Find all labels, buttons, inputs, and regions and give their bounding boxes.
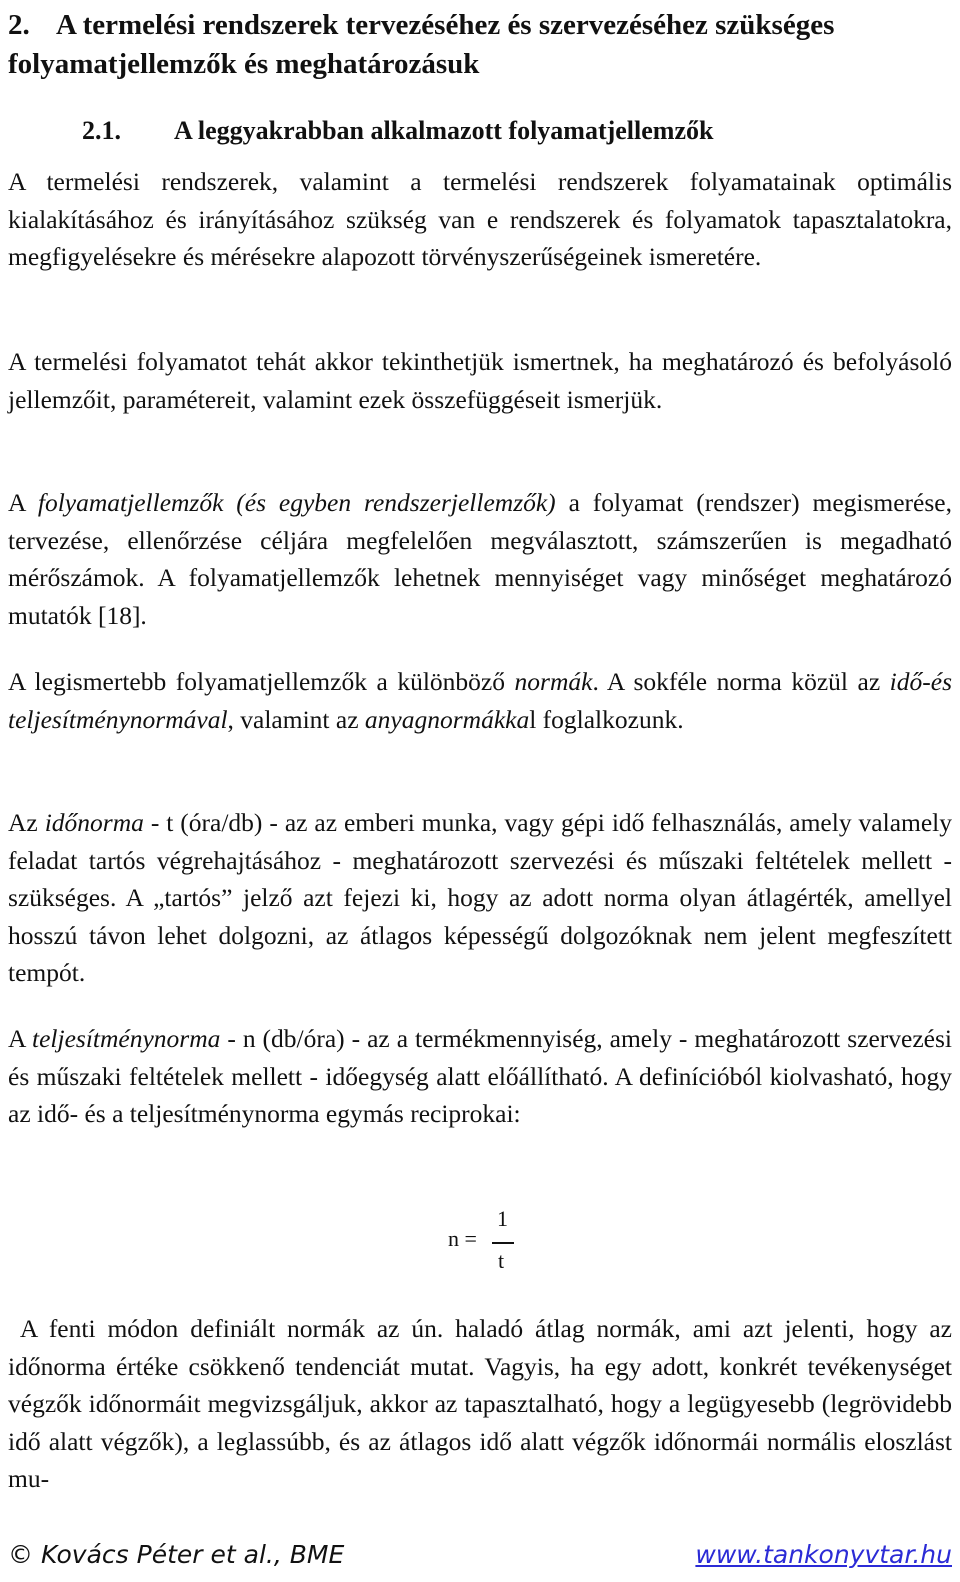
formula-numerator: 1	[497, 1206, 508, 1231]
paragraph-norms: A legismertebb folyamatjellemzők a különböző normák. A sokféle norma közül az idő-és teljesítménynormával, valamint az anyagnormákkal foglalkozunk.	[8, 667, 952, 734]
footer-website-link[interactable]: www.tankonyvtar.hu	[695, 1540, 952, 1569]
paragraph-performance-norm: A teljesítménynorma - n (db/óra) - az a termékmennyiség, amely - meghatározott szervezési és műszaki feltételek mellett - időegység alatt előállítható. A definícióból kiolvasható, hogy az idő- és a teljesítménynorma egymás reciprokai:	[8, 1024, 952, 1128]
chapter-title: A termelési rendszerek tervezéséhez és szervezéséhez szükséges folyamatjellemzők és meghatározásuk	[8, 9, 835, 80]
footer-author: © Kovács Péter et al., BME	[8, 1540, 345, 1569]
term-folyamatjellemzok: folyamatjellemzők (és egyben rendszerjellemzők)	[37, 488, 556, 517]
copyright-icon: ©	[8, 1540, 33, 1569]
paragraph-intro: A termelési rendszerek, valamint a termelési rendszerek folyamatainak optimális kialakításához és irányításához szükség van e rendszerek és folyamatok tapasztalatokra, megfigyelésekre és mérésekre alapozott törvényszerűségeinek ismeretére.	[8, 167, 952, 271]
paragraph-progressive-average: A fenti módon definiált normák az ún. haladó átlag normák, ami azt jelenti, hogy az időnorma értéke csökkenő tendenciát mutat. Vagyis, ha egy adott, konkrét tevékenységet végzők időnormáit megvizsgáljuk, akkor az tapasztalható, hogy a legügyesebb (legrövidebb idő alatt végzők), a leglassúbb, és az átlagos idő alatt végzők időnormái normális eloszlást mu-	[8, 1314, 959, 1493]
formula-denominator: t	[498, 1248, 505, 1273]
formula-lhs: n =	[448, 1226, 477, 1251]
term-ido-teljesitmenynorma: idő-és teljesítménynormával	[8, 667, 952, 734]
term-teljesitmenynorma: teljesítménynorma	[32, 1024, 221, 1053]
section-title: A leggyakrabban alkalmazott folyamatjellemzők	[174, 116, 714, 145]
paragraph-process-known: A termelési folyamatot tehát akkor tekinthetjük ismertnek, ha meghatározó és befolyásoló jellemzőit, paramétereit, valamint ezek összefüggéseit ismerjük.	[8, 347, 952, 414]
term-idonorma: időnorma	[44, 808, 144, 837]
reciprocal-formula	[448, 1204, 558, 1284]
section-heading	[82, 114, 713, 148]
section-number: 2.1.	[82, 116, 121, 145]
term-normak: normák	[514, 667, 593, 696]
fraction-bar	[492, 1242, 514, 1244]
paragraph-process-characteristics: A folyamatjellemzők (és egyben rendszerjellemzők) a folyamat (rendszer) megismerése, tervezése, ellenőrzése céljára megfelelően megválasztott, számszerűen is megadható mérőszámok. A folyamatjellemzők lehetnek mennyiséget vagy minőséget meghatározó mutatók [18].	[8, 488, 952, 630]
chapter-heading	[8, 6, 952, 84]
paragraph-time-norm: Az időnorma - t (óra/db) - az az emberi munka, vagy gépi idő felhasználás, amely valamely feladat tartós végrehajtásához - meghatározott szervezési és műszaki feltételek mellett - szükséges. A „tartós” jelző azt fejezi ki, hogy az adott norma olyan átlagérték, amellyel hosszú távon lehet dolgozni, az átlagos képességű dolgozóknak nem jelent megfeszített tempót.	[8, 808, 952, 987]
term-anyagnormak: anyagnormákka	[364, 704, 530, 734]
chapter-number: 2.	[8, 9, 30, 41]
page-footer	[8, 1538, 952, 1574]
